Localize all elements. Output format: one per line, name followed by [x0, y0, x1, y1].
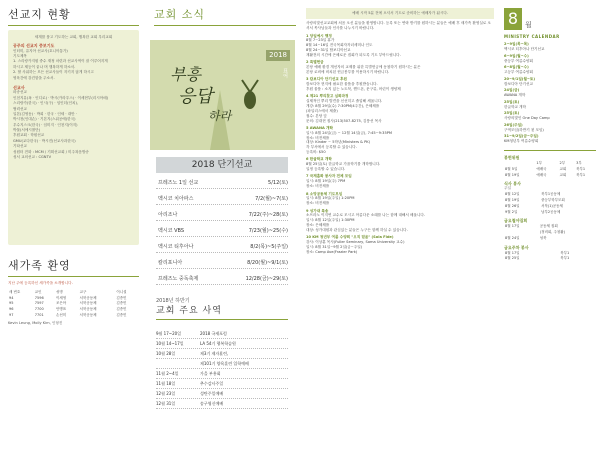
missionary-line: 1. 스리랑카지원 중수 재정 마련과 선교사역이 잘 이루어지게: [13, 59, 108, 64]
announcement-item: [306, 94, 494, 123]
table-cell: 김종민: [116, 313, 127, 318]
table-cell: 교회: [559, 166, 567, 171]
missionary-sub-line: 성서 교의선교 : CGNTV: [13, 155, 52, 160]
calendar-item: [504, 77, 596, 87]
ministry-caption: 2018년 하반기: [156, 298, 190, 304]
calendar-title: MINISTRY CALENDAR: [504, 34, 560, 39]
ministry-schedule: [156, 329, 288, 409]
table-cell: 교회: [559, 172, 567, 177]
new-family-header: 성명: [55, 289, 63, 294]
trip-date: 8/20(월)~9/1(토): [247, 259, 288, 266]
schedule-row: [156, 389, 288, 399]
announcement-item: [306, 192, 494, 207]
trip-row: [156, 242, 288, 253]
prayer-header: 2부: [559, 160, 566, 165]
missionary-sub-line: 인천지유(폭 · 인디로) · 박시(카라우스) · 이세현부(리시아메): [13, 95, 109, 100]
table-cell: 8월 25일: [505, 256, 520, 261]
announcement-line: 8월 25일(토) 한글학교 가을학기를 개학합니다.: [306, 162, 381, 167]
announcement-item: [306, 209, 494, 233]
announcement-banner: 예배 시작 5분 전에 오셔서 기도로 준비하는 예배자가 됩시다.: [306, 8, 494, 19]
missionary-sub-line: 박물(서에시찰단): [13, 128, 41, 133]
trip-row: [156, 178, 288, 189]
month-suffix: 월: [525, 20, 532, 29]
new-family-header: 새 번호: [9, 289, 21, 294]
announcement-item: [306, 235, 494, 254]
announcement-line: 대상: 성가대원과 관심있는 분들은 누구든 함께 하실 수 있습니다.: [306, 227, 408, 232]
calendar-item: [504, 123, 596, 133]
calendar-date: 6~9일(월~수): [504, 53, 529, 58]
announcement-line: 후원 물품 : 소지 있는 노트북, 핸드폰, 문구류, 어린이 생양제: [306, 86, 401, 91]
month-header: [504, 8, 596, 30]
table-cell: 7597: [34, 301, 44, 306]
new-family-table: [8, 289, 139, 319]
calendar-event: 구역모임(하반기 첫 모임): [504, 127, 544, 132]
table-cell: 성북: [539, 236, 547, 241]
calendar-date: 20~9/1일(월~토): [504, 76, 536, 81]
schedule-row: [156, 399, 288, 409]
table-cell: 북부1: [560, 256, 570, 261]
trip-row: [156, 210, 288, 221]
calendar-list: [504, 42, 596, 144]
table-cell: 8월 17일: [505, 250, 520, 255]
announcement-line: 재활전의 시간에 은혜로운 집회가 되도록 기도 부탁드립니다.: [306, 52, 401, 57]
schedule-date: [156, 361, 200, 366]
table-cell: 북부1: [576, 166, 586, 171]
calendar-event: 멕시코 티후아나 단기선교: [504, 47, 545, 52]
prayer-header: 3부: [576, 160, 582, 165]
announcement-title: 1 당일예시 행정: [306, 33, 332, 38]
table-cell: 중등부학부모회: [541, 198, 565, 203]
announcement-title: 8 소망공동체 기도모임: [306, 191, 343, 196]
table-cell: 북부1: [576, 172, 586, 177]
table-cell: 이세영: [55, 295, 67, 300]
schedule-row: [156, 379, 288, 389]
mission-intro: 세계를 품고 기도하는 교회, 행복한 교회 우리교회: [34, 34, 113, 39]
schedule-date: 11월 2~4일: [156, 370, 179, 376]
new-family-header: 교구: [79, 289, 87, 294]
calendar-item: [504, 111, 596, 121]
missionary-sub-line: GMU(교다한국) · 박시진(선교사과한국): [13, 138, 76, 143]
table-cell: 서북공동체: [79, 307, 97, 312]
schedule-event: 제3기 제자훈련,: [200, 350, 229, 356]
calendar-date: 26일(주일): [504, 122, 523, 127]
calendar-event: KM청년부 여름수양회: [504, 139, 539, 144]
table-cell: 예배국: [536, 172, 547, 177]
announcement-line: 8월 24~31일 합보디아선교: [306, 48, 351, 53]
table-cell: 94: [9, 295, 14, 300]
missionary-sub-line: 기타선교: [13, 144, 27, 149]
announcement-line: 일정 등록할 수 있습니다.: [306, 167, 346, 172]
svg-text:응답: 응답: [178, 86, 213, 107]
table-cell: 손선미: [55, 313, 67, 318]
missionary-sub-line: 성원터 전화 : MCM / 기획선교회 / 미주복음방송: [13, 149, 89, 154]
missionary-sub-list: [13, 90, 134, 160]
table-cell: 북부1: [560, 250, 570, 255]
announcement-line: 접수: 본당 앞: [306, 113, 327, 118]
svg-text:부흥: 부흥: [170, 65, 201, 84]
announcement-title: 6 한글학교 개학: [306, 157, 332, 162]
announcement-line: 대상: Kinder ~ 5학년(Ministers & PK): [306, 140, 371, 145]
serve-row: [504, 210, 596, 216]
table-cell: (정비회, 주청활): [539, 230, 566, 235]
ministry-header: [156, 298, 288, 324]
announcement-title: 10 KM 청년부 여름 수양회 "오직 믿음" (Sola Fide): [306, 235, 394, 240]
table-cell: 서북공동체: [79, 301, 97, 306]
friday-table: [504, 224, 596, 242]
trip-date: 7/22(주)~28(토): [248, 211, 288, 218]
schedule-event: 2018 국제포럼: [200, 330, 227, 336]
calendar-item: [504, 65, 596, 75]
table-cell: 북부1공동체: [541, 192, 561, 197]
missionary-sub-line: 협력선교: [13, 106, 27, 111]
cover-label: 표어: [282, 68, 288, 78]
announcement-item: [306, 174, 494, 189]
calendar-item: [504, 54, 596, 64]
trip-name: 멕시코 치아파스: [158, 195, 194, 202]
schedule-date: 11월 18일: [156, 380, 176, 386]
table-cell: 97: [9, 313, 14, 318]
table-cell: 8월 26일: [505, 204, 520, 209]
announcement-line: 장소: 비전채플: [306, 135, 330, 140]
announcement-line: 각 부서에서 등록할 수 있습니다.: [306, 145, 357, 150]
table-cell: 남부2공동체: [541, 210, 561, 215]
trip-date: 7/2(월)~7(토): [255, 195, 288, 202]
calendar-event: 중등부 여름수양회: [504, 58, 533, 63]
trip-name: 멕시코 티후아나: [158, 243, 194, 250]
table-cell: 예배국: [536, 166, 547, 171]
ministry-title: 교회 주요 사역: [156, 305, 222, 316]
calendar-event: 캄보디아 단기선교: [504, 81, 533, 86]
trip-row: [156, 226, 288, 237]
new-family-title: 새가족 환영: [8, 258, 71, 272]
calendar-date: 25일(토): [504, 99, 520, 104]
prayer-header: 1부: [536, 160, 543, 165]
announcement-line: 강사: 이상훈 목사(Fuller Seminary, Soma University 교수): [306, 240, 405, 245]
schedule-row: [156, 359, 288, 369]
schedule-event: 추수감사주일: [200, 380, 224, 386]
friday-title: 금요철야집회: [504, 218, 528, 224]
announcement-line: 등록비: $50: [306, 150, 326, 155]
announcement-line: 장소: 은혜채플: [306, 223, 330, 228]
serve-title: 식사 봉사: [504, 181, 521, 187]
announcement-item: [306, 77, 494, 92]
schedule-row: [156, 329, 288, 339]
announcement-line: 장소: 비전채플: [306, 201, 330, 206]
table-cell: 95: [9, 301, 14, 306]
missionary-sub-line: 우수지스크(한국) · 임미지 · 인천지(이지): [13, 122, 78, 127]
missionary-heading: 공주의 선교지 중보기도: [13, 43, 55, 49]
missionary-line: 영육간에 강건함을 주소서.: [13, 75, 55, 80]
announcement-line: 캄보디아 현지에 필요한 물품을 후원받습니다.: [306, 82, 378, 87]
cover-image: [150, 40, 295, 150]
table-cell: 8월 12일: [505, 192, 520, 197]
announcement-line: 8월 14~16일 전국목회자자녀세미나 인도: [306, 43, 373, 48]
table-cell: 8월 19일: [505, 172, 520, 177]
trip-date: 5/12(토): [268, 179, 288, 186]
news-title: 교회 소식: [154, 8, 206, 21]
missionary-sub-line: 스리랑카(한국) · 인시(구) · 임인더(인치),: [13, 101, 79, 106]
announcement-title: 5 AWANA 개학: [306, 125, 333, 130]
table-cell: 서북(1)공동체: [541, 204, 563, 209]
announcement-line: 개강: 8월 29일(수) 7:30PM(4주간), 은혜채플: [306, 104, 380, 108]
schedule-row: [156, 339, 288, 349]
announcement-column: [302, 0, 498, 464]
missionary-sub-line: 박시천(인대손) · 기본지(스위공에(한국): [13, 117, 76, 122]
calendar-column: [500, 0, 600, 464]
calendar-date: 25일(토): [504, 111, 520, 116]
table-cell: 조은아: [55, 301, 67, 306]
prayer-table: [504, 160, 596, 178]
calendar-date: 6~8일(월~수): [504, 65, 529, 70]
missionary-sub-heading: 선교사: [13, 84, 25, 90]
announcement-item: [306, 34, 494, 58]
announcement-line: 본당 로비에 비치된 헌금봉투를 이용하시기 바랍니다.: [306, 69, 390, 74]
trip-name: 프레즈노 중독축제: [158, 275, 199, 282]
calendar-item: [504, 88, 596, 98]
table-cell: 8월 17일: [505, 224, 520, 229]
announcement-line: 문의: 김대현 집사(213)507-8275, 김풍선 목사: [306, 118, 382, 123]
schedule-event: 제101기 양육훈련 입학예배: [200, 360, 249, 366]
mission-title: 선교지 현황: [8, 8, 71, 21]
calendar-event: 한글학교 개학: [504, 104, 526, 109]
table-row: [504, 172, 596, 178]
calendar-item: [504, 134, 596, 144]
trip-date: 12/28(금)~29(토): [245, 275, 288, 282]
schedule-event: 송구영신예배: [200, 400, 224, 406]
announcement-line: 일시: 8월 24일(금) ~ 12월 14일(금), 7:45~9:35PM: [306, 130, 393, 135]
calendar-item: [504, 42, 596, 52]
table-cell: 안병표: [55, 307, 67, 312]
calendar-date: 2~9일(목~목): [504, 42, 529, 47]
trip-name: 칼리포니아: [158, 259, 183, 266]
announcement-intro: 사랑의빛선교교회에 처음 오신 분들을 환영합니다. 등록 또는 연락 받기를 원하시는 분들은 예배 후 새가족 환영실로 오셔서 목사님들과 인사를 나누시기 바랍니다.: [306, 21, 491, 31]
announcement-line: (파일리스에서 제출): [306, 108, 338, 113]
announcement-title: 3 캄보디아 단기선교 후원: [306, 77, 347, 82]
schedule-row: [156, 369, 288, 379]
trip-date: 7/23(월)~25(수): [248, 227, 288, 234]
announcement-line: 실제적인 뿌리 발견을 신선히고 졸업해 세웁니다.: [306, 99, 383, 104]
calendar-date: 24일(금): [504, 88, 520, 93]
prayer-title: 봉헌위원: [504, 154, 520, 160]
trip-name: 프레즈노 1일 선교: [158, 179, 199, 186]
calendar-event: 사랑의빛인 One Day Camp: [504, 116, 550, 121]
table-cell: 8월 5일: [505, 166, 518, 171]
schedule-row: [156, 349, 288, 359]
announcement-line: 본당 예배 환경 개선자의 교제를 위한 특별헌금에 동참하기 원하시는 분은: [306, 65, 421, 70]
table-cell: 7701: [34, 313, 44, 318]
table-cell: 8월 24일: [505, 236, 520, 241]
table-cell: 8월 19일: [505, 198, 520, 203]
announcement-title: 9 성가대 특송: [306, 208, 329, 213]
announcement-line: 장소: Camp Ave(Frazier Park): [306, 249, 358, 254]
missionary-sub-line: 일본(김영동) · 박희 · 한국 · 인세 · 대만 ·: [13, 111, 77, 116]
missionary-line: 인터미, 유지아 선교사(호니아통가): [13, 48, 68, 53]
missionary-sub-line: 후원교회 · 학원선교: [13, 133, 45, 138]
table-cell: 김종민: [116, 307, 127, 312]
missionary-line: 기도제목: [13, 54, 27, 59]
announcement-line: 소프라노 이지연 교수로 모시고 아름다운 소래를 나는 함께 대해서 배웁니다.: [306, 213, 426, 218]
mission-column: [0, 0, 145, 464]
friday-row: [504, 236, 596, 242]
announcement-line: 일시: 8월 12일(주일) 1:30PM: [306, 218, 355, 223]
announcement-list: [306, 34, 494, 255]
table-cell: 7596: [34, 295, 44, 300]
schedule-date: 12월 23일: [156, 390, 176, 396]
missionary-list: [13, 49, 134, 81]
announcement-line: 장소: 비전채플: [306, 184, 330, 189]
announcement-line: 일시: 8월 19일(주) 7PM: [306, 179, 346, 184]
announcement-line: 8월 7~23일 휴가: [306, 38, 335, 43]
trip-row: [156, 258, 288, 269]
announcement-item: [306, 126, 494, 155]
announcement-line: 일시: 8월 19일(주일) 1:20PM: [306, 196, 355, 201]
schedule-date: 12월 31일: [156, 400, 176, 406]
parking-table: [504, 250, 596, 262]
new-family-header: 이니셜: [116, 289, 127, 294]
announcement-item: [306, 60, 494, 75]
schedule-date: 10월 28일: [156, 350, 176, 356]
parking-row: [504, 256, 596, 262]
mission-box: [8, 30, 139, 245]
calendar-event: 고등부 여름수양회: [504, 70, 533, 75]
cover-year: 2018: [266, 50, 290, 61]
schedule-date: 9월 17~20일: [156, 330, 182, 336]
calendar-date: 31~9/2일(금~주일): [504, 134, 539, 139]
short-term-mission-banner: 2018 단기선교: [156, 157, 288, 173]
schedule-date: 10월 14~17일: [156, 340, 184, 346]
month-number: 8: [504, 8, 522, 30]
table-cell: 9월 2일: [505, 210, 518, 215]
calendar-event: AWANA 개학: [504, 93, 526, 98]
missionary-line: 하시고 제등이 끝나 며 행복하게 하소서.: [13, 64, 76, 69]
trip-date: 8/2(목)~5(주일): [250, 243, 288, 250]
trip-row: [156, 194, 288, 205]
trip-name: 아리조나: [158, 211, 178, 218]
table-cell: 김종민: [116, 301, 127, 306]
new-family-intro: 지난 주에 등록하신 새가족을 소개합니다.: [8, 280, 73, 285]
calendar-item: [504, 100, 596, 110]
table-cell: 공동체 집회: [539, 224, 558, 229]
missionary-sub-line: 파송선교: [13, 90, 27, 95]
serve-sub: 주일: [504, 186, 511, 191]
table-cell: 서북공동체: [79, 313, 97, 318]
serve-table: [504, 192, 596, 216]
table-cell: 김종민: [116, 295, 127, 300]
schedule-event: 가을 부흥회: [200, 370, 221, 376]
trip-row: [156, 274, 288, 285]
missionary-line: 2. 딸 사위하는 모든 선교사들이 지키지 않게 하시고: [13, 70, 94, 75]
announcement-title: 4 제21 뿌리찾고 심화과정: [306, 94, 349, 99]
announcement-line: 일시: 8월 31일~9월 2일(금~주일): [306, 244, 363, 249]
table-row: [8, 313, 139, 319]
schedule-event: LA 54기 행복학습원: [200, 340, 236, 346]
announcement-title: 2 특별헌금: [306, 60, 324, 65]
table-cell: 서북공동체: [79, 295, 97, 300]
schedule-event: 성탄주일예배: [200, 390, 224, 396]
new-family-footer: Kevin Leung, Molly Kim, 인형진: [8, 320, 63, 325]
parking-title: 금요주차 봉사: [504, 244, 529, 250]
table-cell: 7700: [34, 307, 44, 312]
svg-text:하라: 하라: [208, 109, 232, 123]
announcement-item: [306, 157, 494, 172]
trip-name: 멕시코 VBS: [158, 227, 185, 234]
table-cell: 96: [9, 307, 14, 312]
announcement-title: 7 국제흡화 봉사자 전체 모임: [306, 174, 352, 179]
new-family-header: 교인: [34, 289, 42, 294]
